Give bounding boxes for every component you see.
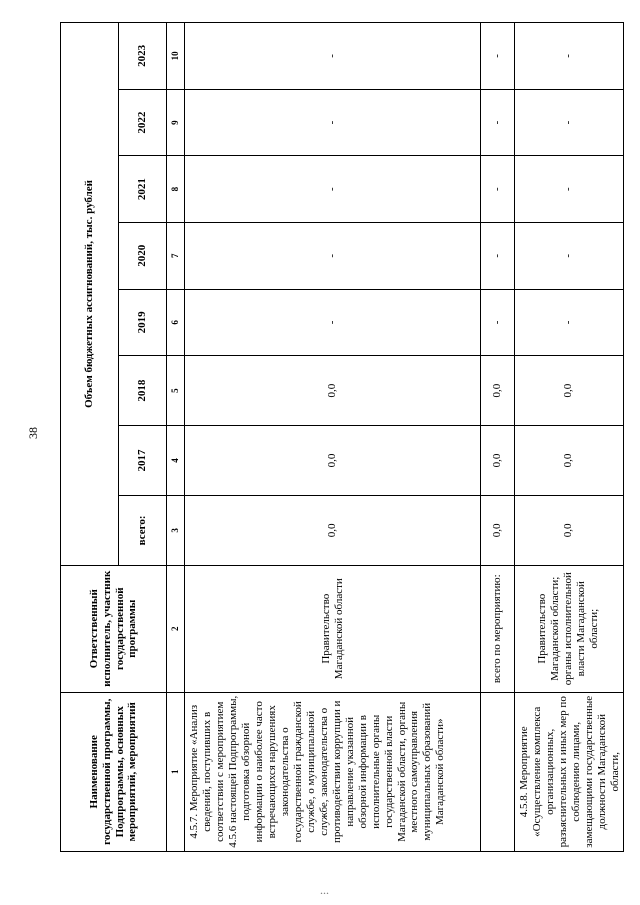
table-row (481, 23, 515, 852)
value-cell: 0,0 (515, 426, 624, 496)
value-cell: - (481, 289, 515, 356)
value-cell: 0,0 (185, 426, 481, 496)
value-cell: - (185, 89, 481, 156)
page-number: 38 (26, 427, 40, 439)
row-name: 4.5.8. Мероприятие «Осуществление комплекса организационных, разъяснительных и иных мер по соблюдению лицами, замещающими государственные должности Магаданской области, (515, 692, 624, 851)
header-year: 2023 (119, 23, 167, 90)
value-cell: - (481, 89, 515, 156)
header-name: Наименование государственной программы, Подпрограммы, основных мероприятий, мероприятий (61, 692, 167, 851)
header-total: всего: (119, 495, 167, 565)
value-cell: - (515, 156, 624, 223)
value-cell: - (515, 222, 624, 289)
budget-table (60, 22, 624, 852)
value-cell: 0,0 (185, 495, 481, 565)
header-responsible: Ответственный исполнитель, участник государственной программы (61, 565, 167, 692)
value-cell: - (481, 222, 515, 289)
index-cell: 10 (167, 23, 185, 90)
row-responsible: Правительство Магаданской области (185, 565, 481, 692)
index-cell: 7 (167, 222, 185, 289)
value-cell: - (185, 289, 481, 356)
value-cell: - (185, 23, 481, 90)
value-cell: - (481, 23, 515, 90)
value-cell: 0,0 (481, 426, 515, 496)
value-cell: 0,0 (481, 356, 515, 426)
value-cell: 0,0 (515, 495, 624, 565)
table-row (515, 23, 624, 852)
header-budget: Объем бюджетных ассигнований, тыс. рублей (61, 23, 119, 566)
index-cell: 2 (167, 565, 185, 692)
value-cell: 0,0 (515, 356, 624, 426)
value-cell: - (185, 156, 481, 223)
index-cell: 8 (167, 156, 185, 223)
index-cell: 3 (167, 495, 185, 565)
budget-table-rotated (60, 22, 621, 852)
value-cell: - (515, 89, 624, 156)
value-cell: 0,0 (481, 495, 515, 565)
value-cell: - (515, 23, 624, 90)
row-name (481, 692, 515, 851)
row-responsible: Правительство Магаданской области; органы исполнительной власти Магаданской области; (515, 565, 624, 692)
header-year: 2020 (119, 222, 167, 289)
index-cell: 1 (167, 692, 185, 851)
header-year: 2022 (119, 89, 167, 156)
footer-mark: ... (320, 883, 329, 897)
value-cell: - (515, 289, 624, 356)
header-year: 2018 (119, 356, 167, 426)
index-cell: 5 (167, 356, 185, 426)
header-year: 2019 (119, 289, 167, 356)
index-cell: 4 (167, 426, 185, 496)
index-cell: 9 (167, 89, 185, 156)
header-year: 2017 (119, 426, 167, 496)
value-cell: - (185, 222, 481, 289)
index-cell: 6 (167, 289, 185, 356)
table-row (185, 23, 481, 852)
row-responsible: всего по мероприятию: (481, 565, 515, 692)
value-cell: - (481, 156, 515, 223)
row-name: 4.5.7. Мероприятие «Анализ сведений, поступивших в соответствии с мероприятием 4.5.6 настоящей Подпрограммы, подготовка обзорной информации о наиболее часто встречающихся нарушениях законодательства о государственной гражданской службе, о муниципальной службе, законодательства о противодействии коррупции и направление указанной обзорной информации в исполнительные органы государственной власти Магаданской области, органы местного самоуправления муниципальных образований Магаданской области» (185, 692, 481, 851)
header-year: 2021 (119, 156, 167, 223)
value-cell: 0,0 (185, 356, 481, 426)
